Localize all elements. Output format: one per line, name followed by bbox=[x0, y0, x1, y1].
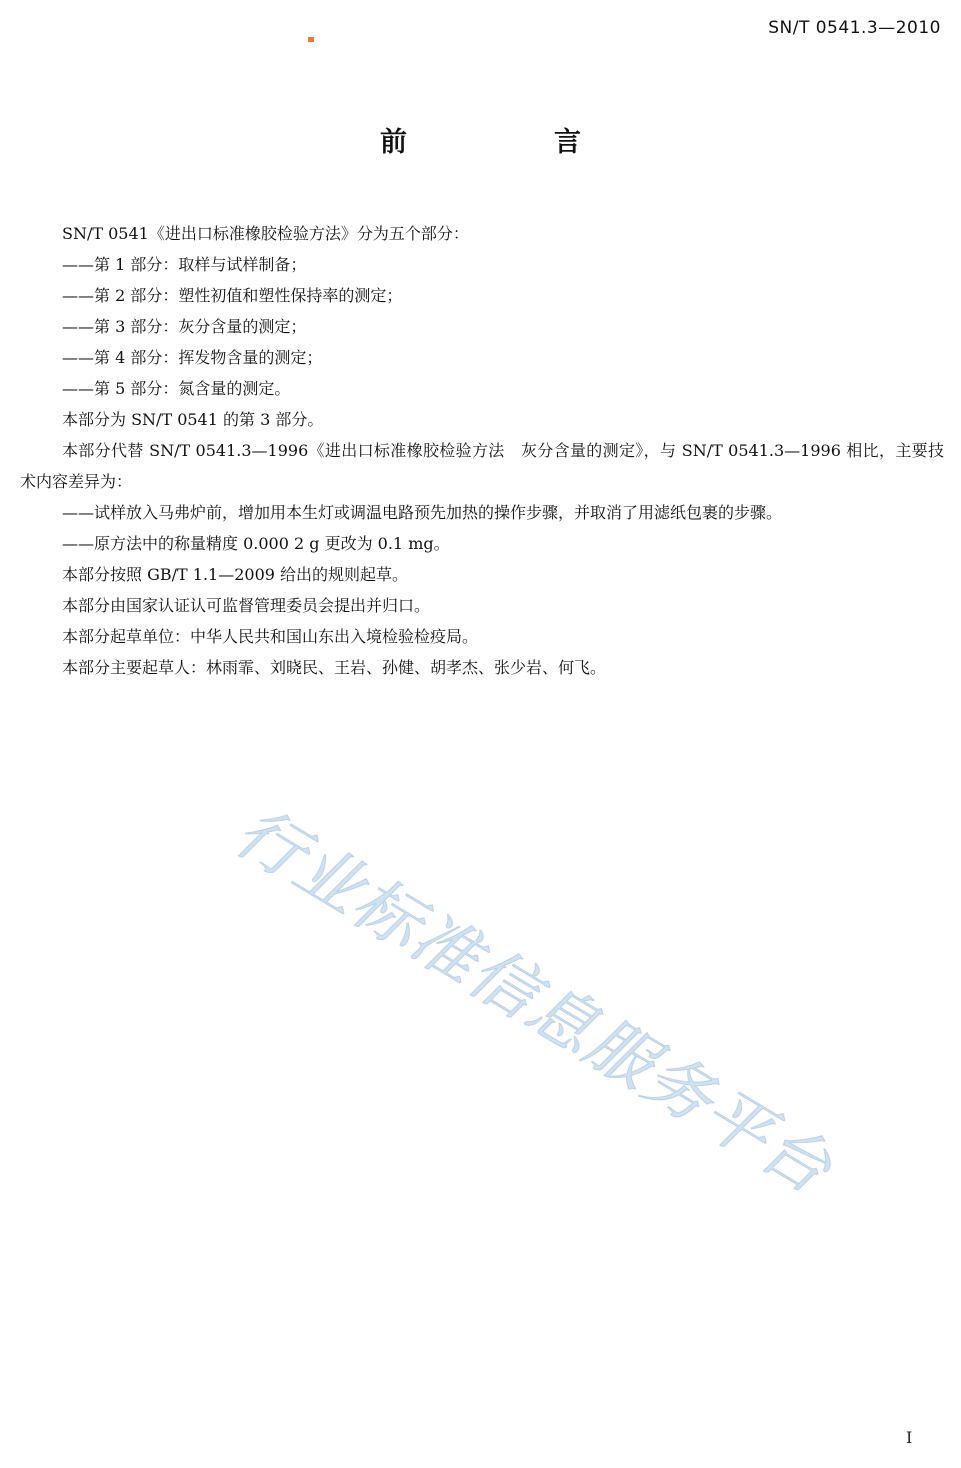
difference-item-2: ——原方法中的称量精度 0.000 2 g 更改为 0.1 mg。 bbox=[62, 534, 450, 553]
list-item-part-3: ——第 3 部分：灰分含量的测定； bbox=[62, 317, 307, 336]
standard-code: SN/T 0541.3—2010 bbox=[768, 18, 941, 38]
difference-item-1: ——试样放入马弗炉前，增加用本生灯或调温电路预先加热的操作步骤，并取消了用滤纸包裹的步骤。 bbox=[62, 503, 783, 522]
list-item-part-1: ——第 1 部分：取样与试样制备； bbox=[62, 255, 307, 274]
page-number: I bbox=[906, 1428, 913, 1447]
list-item-part-5: ——第 5 部分：氮含量的测定。 bbox=[62, 379, 291, 398]
list-item-part-2: ——第 2 部分：塑性初值和塑性保持率的测定； bbox=[62, 286, 403, 305]
accent-mark bbox=[308, 37, 314, 42]
part-statement: 本部分为 SN/T 0541 的第 3 部分。 bbox=[62, 410, 324, 429]
proposer-statement: 本部分由国家认证认可监督管理委员会提出并归口。 bbox=[62, 596, 431, 615]
drafting-rules-statement: 本部分按照 GB/T 1.1—2009 给出的规则起草。 bbox=[62, 565, 409, 584]
document-body bbox=[20, 218, 944, 683]
replacement-statement: 本部分代替 SN/T 0541.3—1996《进出口标准橡胶检验方法 灰分含量的测定》，与 SN/T 0541.3—1996 相比，主要技术内容差异为： bbox=[20, 441, 944, 491]
drafting-unit-statement: 本部分起草单位：中华人民共和国山东出入境检验检疫局。 bbox=[62, 627, 479, 646]
list-item-part-4: ——第 4 部分：挥发物含量的测定； bbox=[62, 348, 323, 367]
drafters-statement: 本部分主要起草人：林雨霏、刘晓民、王岩、孙健、胡孝杰、张少岩、何飞。 bbox=[62, 658, 607, 677]
page-title: 前 言 bbox=[380, 127, 641, 158]
watermark: 行业标准信息服务平台 bbox=[222, 792, 846, 1210]
intro-paragraph: SN/T 0541《进出口标准橡胶检验方法》分为五个部分： bbox=[62, 224, 469, 243]
